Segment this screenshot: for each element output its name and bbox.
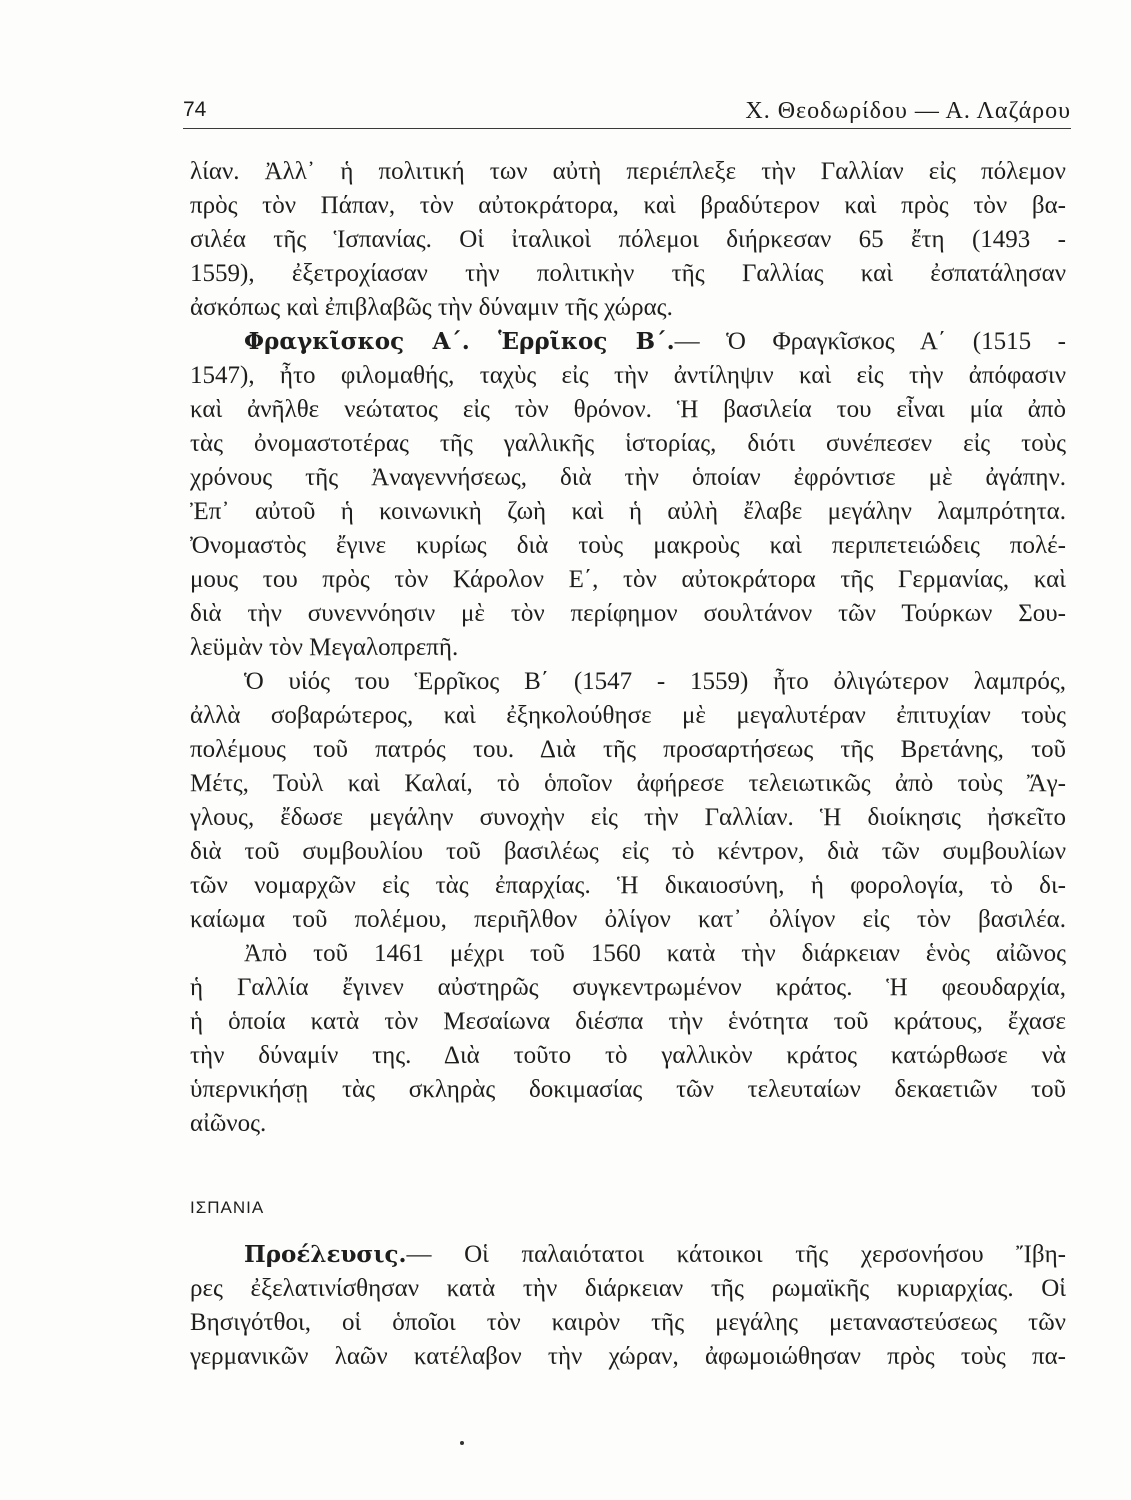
text-line — [190, 325, 1066, 359]
paragraph-2 — [190, 325, 1066, 665]
text-line: ρες ἐξελατινίσθησαν κατὰ τὴν διάρκειαν τῆς ρωμαϊκῆς κυριαρχίας. Οἱ — [190, 1275, 1066, 1302]
text-line: Ὁ υἱός του Ἑρρῖκος Β΄ (1547 - 1559) ἦτο ὀλιγώτερον λαμπρός, — [244, 668, 1066, 695]
text-line: ἡ Γαλλία ἔγινεν αὐστηρῶς συγκεντρωμένον κράτος. Ἡ φεουδαρχία, — [190, 974, 1066, 1001]
text-line: Βησιγότθοι, οἱ ὁποῖοι τὸν καιρὸν τῆς μεγάλης μεταναστεύσεως τῶν — [190, 1309, 1066, 1336]
text-line: λεϋμὰν τὸν Μεγαλοπρεπῆ. — [190, 634, 459, 661]
page-number: 74 — [183, 98, 207, 121]
text-line: μους του πρὸς τὸν Κάρολον Ε΄, τὸν αὐτοκράτορα τῆς Γερμανίας, καὶ — [190, 566, 1066, 593]
section-title: ΙΣΠΑΝΙΑ — [190, 1198, 265, 1217]
text-body — [190, 155, 1066, 1141]
text-line: Ἀπὸ τοῦ 1461 μέχρι τοῦ 1560 κατὰ τὴν διάρκειαν ἑνὸς αἰῶνος — [244, 940, 1066, 967]
subsection-heading: Προέλευσις. — [244, 1241, 407, 1268]
text-line: Ἐπ᾽ αὐτοῦ ἡ κοινωνικὴ ζωὴ καὶ ἡ αὐλὴ ἔλαβε μεγάλην λαμπρότητα. — [190, 498, 1066, 525]
header-rule — [183, 128, 1071, 129]
text-line: καὶ ἀνῆλθε νεώτατος εἰς τὸν θρόνον. Ἡ βασιλεία του εἶναι μία ἀπὸ — [190, 396, 1066, 423]
text-line — [190, 1238, 1066, 1272]
text-line: γλους, ἔδωσε μεγάλην συνοχὴν εἰς τὴν Γαλλίαν. Ἡ διοίκησις ἠσκεῖτο — [190, 804, 1066, 831]
subsection-heading: Φραγκῖσκος Α΄. Ἑρρῖκος Β΄. — [244, 328, 675, 355]
paragraph-4 — [190, 937, 1066, 1141]
text-line: Μέτς, Τοὺλ καὶ Καλαί, τὸ ὁποῖον ἀφήρεσε τελειωτικῶς ἀπὸ τοὺς Ἄγ- — [190, 770, 1066, 797]
text-line: καίωμα τοῦ πολέμου, περιῆλθον ὀλίγον κατ᾽ ὀλίγον εἰς τὸν βασιλέα. — [190, 906, 1066, 933]
paragraph-3 — [190, 665, 1066, 937]
running-head-authors: Χ. Θεοδωρίδου — Α. Λαζάρου — [745, 98, 1071, 124]
text-line: γερμανικῶν λαῶν κατέλαβον τὴν χώραν, ἀφωμοιώθησαν πρὸς τοὺς πα- — [190, 1343, 1066, 1370]
text-line: πολέμους τοῦ πατρός του. Διὰ τῆς προσαρτήσεως τῆς Βρετάνης, τοῦ — [190, 736, 1066, 763]
text-line: ἀλλὰ σοβαρώτερος, καὶ ἐξηκολούθησε μὲ μεγαλυτέραν ἐπιτυχίαν τοὺς — [190, 702, 1066, 729]
text-line: πρὸς τὸν Πάπαν, τὸν αὐτοκράτορα, καὶ βραδύτερον καὶ πρὸς τὸν βα- — [190, 192, 1066, 219]
heading-line-rest: — Ὁ Φραγκῖσκος Α΄ (1515 - — [674, 328, 1066, 355]
text-line: Ὀνομαστὸς ἔγινε κυρίως διὰ τοὺς μακροὺς καὶ περιπετειώδεις πολέ- — [190, 532, 1066, 559]
heading-line-rest: — Οἱ παλαιότατοι κάτοικοι τῆς χερσονήσου Ἴβη- — [406, 1241, 1066, 1268]
text-line: ἀσκόπως καὶ ἐπιβλαβῶς τὴν δύναμιν τῆς χώρας. — [190, 294, 673, 321]
text-line: 1547), ἦτο φιλομαθής, ταχὺς εἰς τὴν ἀντίληψιν καὶ εἰς τὴν ἀπόφασιν — [190, 362, 1066, 389]
running-head — [183, 98, 1071, 128]
text-line: αἰῶνος. — [190, 1110, 267, 1137]
text-line: τῶν νομαρχῶν εἰς τὰς ἐπαρχίας. Ἡ δικαιοσύνη, ἡ φορολογία, τὸ δι- — [190, 872, 1066, 899]
text-line: τὴν δύναμίν της. Διὰ τοῦτο τὸ γαλλικὸν κράτος κατώρθωσε νὰ — [190, 1042, 1066, 1069]
text-line: τὰς ὀνομαστοτέρας τῆς γαλλικῆς ἱστορίας, διότι συνέπεσεν εἰς τοὺς — [190, 430, 1066, 457]
text-line: διὰ τοῦ συμβουλίου τοῦ βασιλέως εἰς τὸ κέντρον, διὰ τῶν συμβουλίων — [190, 838, 1066, 865]
paragraph-1 — [190, 155, 1066, 325]
text-line: χρόνους τῆς Ἀναγεννήσεως, διὰ τὴν ὁποίαν ἐφρόντισε μὲ ἀγάπην. — [190, 464, 1066, 491]
text-line: ὑπερνικήσῃ τὰς σκληρὰς δοκιμασίας τῶν τελευταίων δεκαετιῶν τοῦ — [190, 1076, 1066, 1103]
text-line: λίαν. Ἀλλ᾽ ἡ πολιτική των αὐτὴ περιέπλεξε τὴν Γαλλίαν εἰς πόλεμον — [190, 158, 1066, 185]
text-line: ἡ ὁποία κατὰ τὸν Μεσαίωνα διέσπα τὴν ἑνότητα τοῦ κράτους, ἔχασε — [190, 1008, 1066, 1035]
text-line: σιλέα τῆς Ἱσπανίας. Οἱ ἰταλικοὶ πόλεμοι διήρκεσαν 65 ἔτη (1493 - — [190, 226, 1066, 253]
paragraph-5 — [190, 1238, 1066, 1374]
print-speck — [460, 1441, 464, 1445]
text-line: διὰ τὴν συνεννόησιν μὲ τὸν περίφημον σουλτάνον τῶν Τούρκων Σου- — [190, 600, 1066, 627]
text-line: 1559), ἐξετροχίασαν τὴν πολιτικὴν τῆς Γαλλίας καὶ ἐσπατάλησαν — [190, 260, 1066, 287]
